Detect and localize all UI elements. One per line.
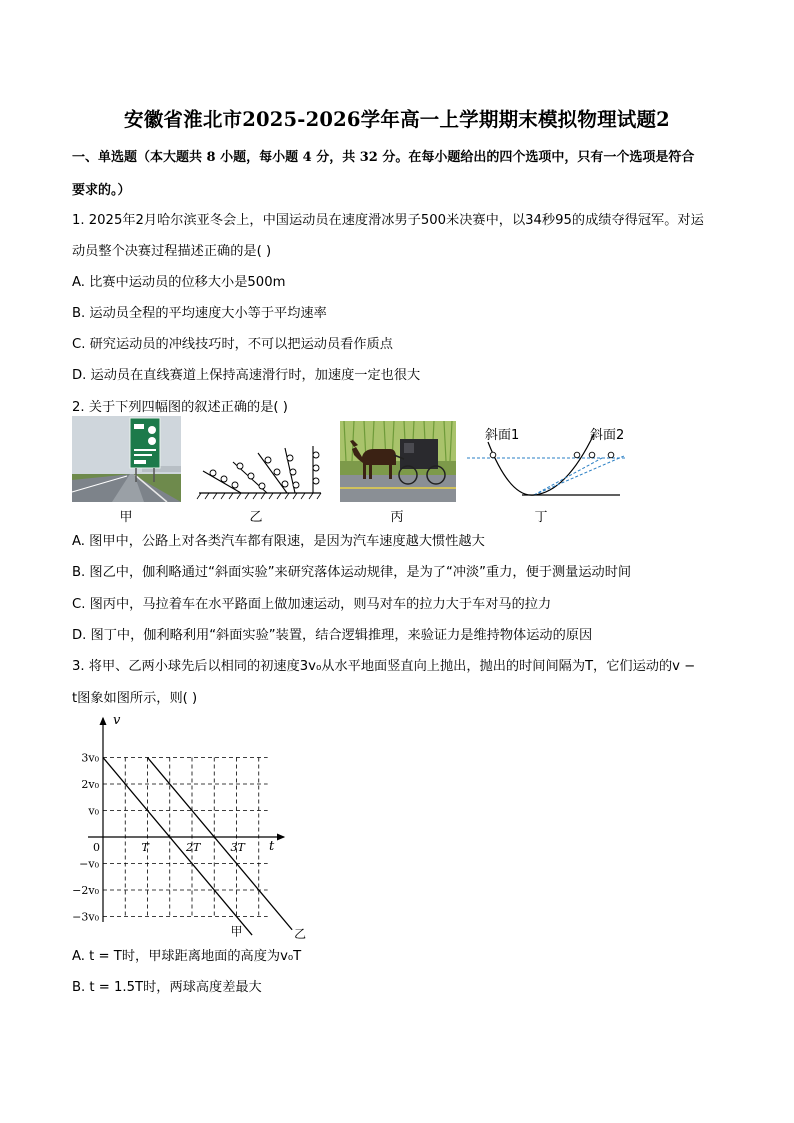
q1-option-a: A. 比赛中运动员的位移大小是500m <box>72 275 286 290</box>
q2-option-b: B. 图乙中，伽利略通过“斜面实验”来研究落体运动规律，是为了“冲淡”重力，便于测量运动时间 <box>72 565 632 580</box>
figure-caption-bing: 丙 <box>390 510 404 525</box>
figure-caption-yi: 乙 <box>249 510 263 525</box>
q2-option-c: C. 图丙中，马拉着车在水平路面上做加速运动，则马对车的拉力大于车对马的拉力 <box>72 597 552 612</box>
x-tick-label: 0 <box>93 841 100 854</box>
q1-stem-line1: 1. 2025年2月哈尔滨亚冬会上，中国运动员在速度滑冰男子500米决赛中，以34秒95的成绩夺得冠军。对运 <box>72 213 704 228</box>
x-tick-label: T <box>141 841 149 854</box>
figure-yi-inclined-planes <box>197 444 322 500</box>
q2-option-a: A. 图甲中，公路上对各类汽车都有限速，是因为汽车速度越大惯性越大 <box>72 534 485 549</box>
series-label: 乙 <box>294 926 307 941</box>
y-tick-label: −v₀ <box>79 857 99 871</box>
q3-stem-line1: 3. 将甲、乙两小球先后以相同的初速度3v₀从水平地面竖直向上抛出，抛出的时间间隔为T，它们运动的v − <box>72 659 696 674</box>
x-tick-label: 3T <box>230 841 245 854</box>
y-tick-label: 2v₀ <box>81 778 99 791</box>
y-tick-label: −2v₀ <box>72 884 99 897</box>
q2-option-d: D. 图丁中，伽利略利用“斜面实验”装置，结合逻辑推理，来验证力是维持物体运动的原因 <box>72 628 593 643</box>
q1-stem-line2: 动员整个决赛过程描述正确的是( ) <box>72 244 272 259</box>
q1-option-d: D. 运动员在直线赛道上保持高速滑行时，加速度一定也很大 <box>72 368 421 383</box>
q2-stem: 2. 关于下列四幅图的叙述正确的是( ) <box>72 400 288 415</box>
y-axis-label: v <box>113 713 121 728</box>
series-label: 甲 <box>230 924 243 939</box>
vt-graph <box>70 712 307 941</box>
q3-option-b: B. t = 1.5T时，两球高度差最大 <box>72 980 262 995</box>
page-title: 安徽省淮北市2025-2026学年高一上学期期末模拟物理试题2 <box>124 108 670 131</box>
slope2-label: 斜面2 <box>590 428 625 443</box>
figure-bing-horse-cart-photo <box>340 421 456 502</box>
slope1-label: 斜面1 <box>485 428 520 443</box>
x-axis-label: t <box>269 839 275 854</box>
figure-caption-jia: 甲 <box>119 510 133 525</box>
x-tick-label: 2T <box>186 841 201 854</box>
y-tick-label: −3v₀ <box>72 910 99 924</box>
figure-caption-ding: 丁 <box>534 510 548 525</box>
y-tick-label: 3v₀ <box>81 751 99 765</box>
q1-option-b: B. 运动员全程的平均速度大小等于平均速率 <box>72 306 327 321</box>
figure-jia-highway-photo <box>72 416 181 502</box>
figure-ding-galileo-incline <box>462 424 632 502</box>
section-heading-line1: 一、单选题（本大题共 8 小题，每小题 4 分，共 32 分。在每小题给出的四个选项中，只有一个选项是符合 <box>72 150 695 165</box>
q3-option-a: A. t = T时，甲球距离地面的高度为v₀T <box>72 949 302 964</box>
q3-stem-line2: t图象如图所示，则( ) <box>72 691 198 706</box>
q1-option-c: C. 研究运动员的冲线技巧时，不可以把运动员看作质点 <box>72 337 393 352</box>
section-heading-line2: 要求的。） <box>72 183 131 198</box>
y-tick-label: v₀ <box>88 804 99 818</box>
series-lines <box>103 758 306 941</box>
